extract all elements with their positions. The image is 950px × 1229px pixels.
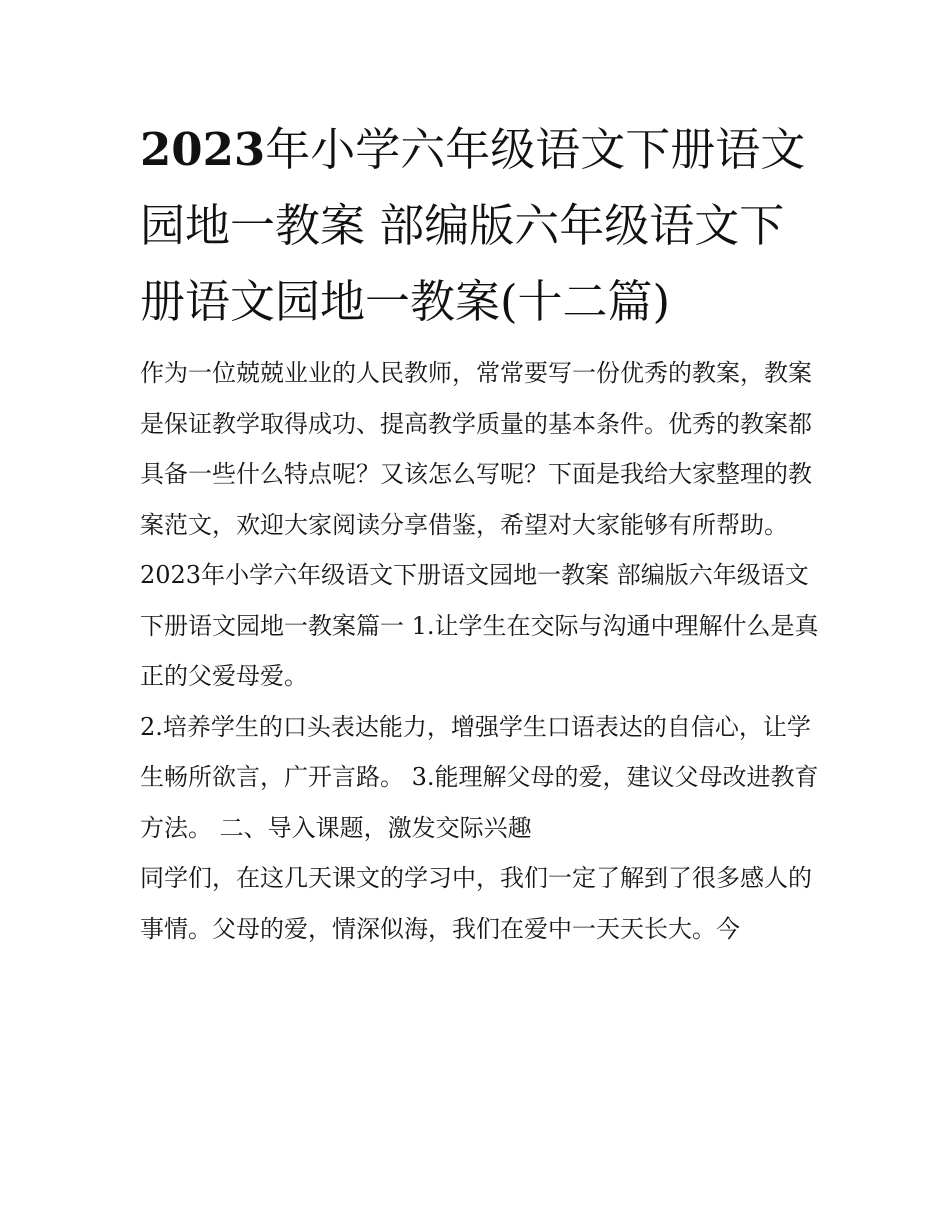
title-year: 2023 xyxy=(140,123,266,176)
title-text: 年小学六年级语文下册语文园地一教案 部编版六年级语文下册语文园地一教案(十二篇) xyxy=(140,123,806,328)
intro-paragraph: 作为一位兢兢业业的人民教师，常常要写一份优秀的教案，教案是保证教学取得成功、提高教学质量的基本条件。优秀的教案都具备一些什么特点呢？又该怎么写呢？下面是我给大家整理的教案范文，欢迎大家阅读分享借鉴，希望对大家能够有所帮助。 xyxy=(140,359,812,539)
lesson-heading-paragraph: 2023年小学六年级语文下册语文园地一教案 部编版六年级语文下册语文园地一教案篇一 1.让学生在交际与沟通中理解什么是真正的父爱母爱。 xyxy=(140,561,819,690)
document-title xyxy=(140,112,820,340)
document-content xyxy=(140,112,820,954)
lesson-intro-paragraph: 同学们，在这几天课文的学习中，我们一定了解到了很多感人的事情。父母的爱，情深似海，我们在爱中一天天长大。今 xyxy=(140,864,812,943)
objectives-paragraph: 2.培养学生的口头表达能力，增强学生口语表达的自信心，让学生畅所欲言，广开言路。 3.能理解父母的爱，建议父母改进教育方法。 二、导入课题，激发交际兴趣 xyxy=(140,712,819,842)
